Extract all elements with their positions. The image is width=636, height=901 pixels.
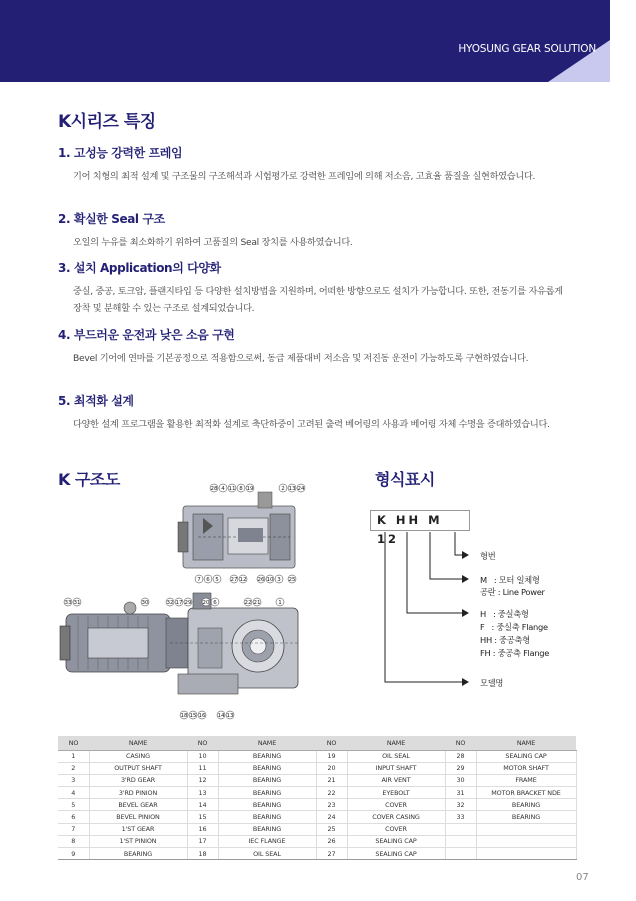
svg-text:25: 25 bbox=[288, 577, 296, 583]
designation-h: H : 중실축형 bbox=[480, 609, 529, 619]
col-header-no: NO bbox=[58, 736, 89, 750]
feature-title: 4. 부드러운 운전과 낮은 소음 구현 bbox=[58, 328, 235, 342]
col-header-name: NAME bbox=[347, 736, 445, 750]
part-number-cell bbox=[445, 848, 476, 860]
table-row bbox=[58, 762, 576, 774]
svg-text:29: 29 bbox=[184, 600, 192, 606]
table-row bbox=[58, 835, 576, 847]
parts-table-body bbox=[58, 750, 576, 860]
part-number-cell: 9 bbox=[58, 848, 89, 860]
designation-line-power: 공란 : Line Power bbox=[480, 587, 545, 597]
table-row bbox=[58, 848, 576, 860]
feature-title: 3. 설치 Application의 다양화 bbox=[58, 261, 221, 275]
feature-body: Bevel 기어에 연마를 기본공정으로 적용함으로써, 동급 제품대비 저소음 및 저진동 운전이 가능하도록 구현하였습니다. bbox=[73, 353, 529, 364]
part-name-cell: COVER CASING bbox=[347, 811, 445, 823]
svg-text:15: 15 bbox=[189, 713, 197, 719]
svg-text:20: 20 bbox=[202, 600, 210, 606]
parts-table bbox=[58, 736, 577, 860]
svg-text:26: 26 bbox=[257, 577, 265, 583]
table-header-row bbox=[58, 736, 576, 750]
page-title: K시리즈 특징 bbox=[58, 112, 156, 132]
feature-title: 2. 확실한 Seal 구조 bbox=[58, 212, 165, 226]
part-name-cell: SEALING CAP bbox=[476, 750, 576, 762]
svg-text:11: 11 bbox=[228, 486, 236, 492]
part-name-cell: BEARING bbox=[476, 799, 576, 811]
part-name-cell: BEARING bbox=[476, 811, 576, 823]
part-number-cell: 30 bbox=[445, 774, 476, 786]
part-number-cell: 13 bbox=[187, 787, 218, 799]
header-decoration bbox=[0, 0, 636, 84]
svg-text:19: 19 bbox=[246, 486, 254, 492]
part-name-cell: 1'ST PINION bbox=[89, 835, 187, 847]
svg-text:24: 24 bbox=[297, 486, 305, 492]
designation-code: K HH M 12 bbox=[370, 510, 470, 531]
table-row bbox=[58, 799, 576, 811]
svg-text:16: 16 bbox=[198, 713, 206, 719]
designation-title: 형식표시 bbox=[375, 470, 435, 489]
part-name-cell: 1'ST GEAR bbox=[89, 823, 187, 835]
part-number-cell: 32 bbox=[445, 799, 476, 811]
part-number-cell: 10 bbox=[187, 750, 218, 762]
svg-text:31: 31 bbox=[73, 600, 81, 606]
feature-1 bbox=[58, 144, 563, 185]
part-number-cell: 8 bbox=[58, 835, 89, 847]
part-number-cell: 14 bbox=[187, 799, 218, 811]
part-number-cell: 26 bbox=[316, 835, 347, 847]
part-name-cell: MOTOR SHAFT bbox=[476, 762, 576, 774]
part-number-cell: 2 bbox=[58, 762, 89, 774]
designation-f: F : 중실축 Flange bbox=[480, 622, 548, 632]
part-name-cell: BEARING bbox=[218, 774, 316, 786]
part-name-cell: MOTOR BRACKET NDE bbox=[476, 787, 576, 799]
part-number-cell: 23 bbox=[316, 799, 347, 811]
part-name-cell: BEARING bbox=[218, 799, 316, 811]
col-header-no: NO bbox=[316, 736, 347, 750]
svg-text:33: 33 bbox=[64, 600, 72, 606]
part-number-cell: 21 bbox=[316, 774, 347, 786]
feature-body: 중실, 중공, 토크암, 플랜지타입 등 다양한 설치방법을 지원하며, 어떠한 방향으로도 설치가 가능합니다. 또한, 전동기를 자유롭게 장착 및 분해할 수 있는 구조로 설계되었습니다. bbox=[73, 286, 563, 314]
part-name-cell: BEARING bbox=[218, 762, 316, 774]
part-number-cell: 22 bbox=[316, 787, 347, 799]
table-row bbox=[58, 823, 576, 835]
part-number-cell: 18 bbox=[187, 848, 218, 860]
part-name-cell bbox=[476, 848, 576, 860]
svg-text:1: 1 bbox=[278, 600, 282, 606]
main-gearbox-illustration bbox=[60, 593, 298, 694]
part-number-cell: 7 bbox=[58, 823, 89, 835]
table-row bbox=[58, 811, 576, 823]
part-number-cell: 4 bbox=[58, 787, 89, 799]
part-name-cell: BEARING bbox=[218, 811, 316, 823]
designation-model-no: 형번 bbox=[480, 551, 496, 561]
part-number-cell: 29 bbox=[445, 762, 476, 774]
part-number-cell: 28 bbox=[445, 750, 476, 762]
part-name-cell: 3'RD PINION bbox=[89, 787, 187, 799]
svg-text:3: 3 bbox=[277, 577, 281, 583]
col-header-name: NAME bbox=[218, 736, 316, 750]
feature-3 bbox=[58, 259, 563, 317]
part-name-cell: IEC FLANGE bbox=[218, 835, 316, 847]
svg-text:21: 21 bbox=[253, 600, 261, 606]
brand-text: HYOSUNG GEAR SOLUTION bbox=[458, 43, 596, 55]
part-name-cell: COVER bbox=[347, 823, 445, 835]
part-name-cell: OIL SEAL bbox=[218, 848, 316, 860]
part-number-cell: 5 bbox=[58, 799, 89, 811]
part-number-cell: 31 bbox=[445, 787, 476, 799]
svg-text:17: 17 bbox=[175, 600, 183, 606]
feature-title: 5. 최적화 설계 bbox=[58, 394, 134, 408]
part-number-cell: 24 bbox=[316, 811, 347, 823]
table-row bbox=[58, 787, 576, 799]
svg-text:14: 14 bbox=[217, 713, 225, 719]
part-name-cell bbox=[476, 835, 576, 847]
part-name-cell bbox=[476, 823, 576, 835]
svg-text:10: 10 bbox=[266, 577, 274, 583]
part-number-cell: 6 bbox=[58, 811, 89, 823]
page-number: 07 bbox=[576, 872, 589, 883]
part-name-cell: AIR VENT bbox=[347, 774, 445, 786]
svg-text:5: 5 bbox=[215, 577, 219, 583]
part-name-cell: SEALING CAP bbox=[347, 848, 445, 860]
svg-text:22: 22 bbox=[244, 600, 252, 606]
part-number-cell: 11 bbox=[187, 762, 218, 774]
part-number-cell: 3 bbox=[58, 774, 89, 786]
designation-motor: M : 모터 일체형 bbox=[480, 575, 540, 585]
part-number-cell bbox=[445, 823, 476, 835]
part-number-cell: 16 bbox=[187, 823, 218, 835]
feature-title: 1. 고성능 강력한 프레임 bbox=[58, 146, 183, 160]
svg-text:13: 13 bbox=[226, 713, 234, 719]
table-row bbox=[58, 774, 576, 786]
col-header-name: NAME bbox=[89, 736, 187, 750]
svg-text:30: 30 bbox=[141, 600, 149, 606]
part-name-cell: FRAME bbox=[476, 774, 576, 786]
svg-text:8: 8 bbox=[239, 486, 243, 492]
feature-body: 오일의 누유를 최소화하기 위하여 고품질의 Seal 장치를 사용하였습니다. bbox=[73, 237, 353, 248]
svg-text:28: 28 bbox=[210, 486, 218, 492]
svg-text:32: 32 bbox=[166, 600, 174, 606]
part-number-cell: 15 bbox=[187, 811, 218, 823]
part-number-cell: 1 bbox=[58, 750, 89, 762]
part-number-cell: 25 bbox=[316, 823, 347, 835]
part-name-cell: BEARING bbox=[218, 823, 316, 835]
part-name-cell: 3'RD GEAR bbox=[89, 774, 187, 786]
svg-text:18: 18 bbox=[180, 713, 188, 719]
col-header-no: NO bbox=[187, 736, 218, 750]
part-name-cell: INPUT SHAFT bbox=[347, 762, 445, 774]
svg-text:2: 2 bbox=[281, 486, 285, 492]
part-name-cell: EYEBOLT bbox=[347, 787, 445, 799]
feature-body: 기어 치형의 최적 설계 및 구조물의 구조해석과 시험평가로 강력한 프레임에 의해 저소음, 고효율 품질을 실현하였습니다. bbox=[73, 171, 536, 182]
part-number-cell bbox=[445, 835, 476, 847]
feature-5 bbox=[58, 392, 563, 433]
svg-text:13: 13 bbox=[288, 486, 296, 492]
col-header-name: NAME bbox=[476, 736, 576, 750]
part-number-cell: 20 bbox=[316, 762, 347, 774]
part-name-cell: CASING bbox=[89, 750, 187, 762]
part-name-cell: BEARING bbox=[89, 848, 187, 860]
feature-body: 다양한 설계 프로그램을 활용한 최적화 설계로 축단하중이 고려된 출력 베어링의 사용과 베어링 자체 수명을 증대하였습니다. bbox=[73, 419, 550, 430]
part-name-cell: BEARING bbox=[218, 787, 316, 799]
svg-text:27: 27 bbox=[230, 577, 238, 583]
col-header-no: NO bbox=[445, 736, 476, 750]
part-number-cell: 12 bbox=[187, 774, 218, 786]
part-number-cell: 17 bbox=[187, 835, 218, 847]
part-name-cell: BEARING bbox=[218, 750, 316, 762]
svg-text:6: 6 bbox=[213, 600, 217, 606]
gearbox-cutaway-diagram bbox=[58, 478, 308, 722]
part-number-cell: 27 bbox=[316, 848, 347, 860]
designation-hh: HH : 중공축형 bbox=[480, 635, 530, 645]
feature-4 bbox=[58, 326, 563, 367]
table-row bbox=[58, 750, 576, 762]
part-name-cell: SEALING CAP bbox=[347, 835, 445, 847]
part-name-cell: COVER bbox=[347, 799, 445, 811]
top-gearbox-illustration bbox=[178, 492, 295, 568]
svg-text:4: 4 bbox=[221, 486, 225, 492]
part-name-cell: BEVEL GEAR bbox=[89, 799, 187, 811]
designation-fh: FH : 중공축 Flange bbox=[480, 648, 550, 658]
part-number-cell: 33 bbox=[445, 811, 476, 823]
part-name-cell: BEVEL PINION bbox=[89, 811, 187, 823]
structure-title: K 구조도 bbox=[58, 470, 120, 489]
svg-text:6: 6 bbox=[206, 577, 210, 583]
part-name-cell: OIL SEAL bbox=[347, 750, 445, 762]
svg-text:7: 7 bbox=[197, 577, 201, 583]
feature-2 bbox=[58, 210, 563, 251]
designation-leader-lines bbox=[370, 530, 480, 690]
designation-model-name: 모델명 bbox=[480, 678, 504, 688]
part-name-cell: OUTPUT SHAFT bbox=[89, 762, 187, 774]
svg-text:12: 12 bbox=[239, 577, 247, 583]
part-number-cell: 19 bbox=[316, 750, 347, 762]
